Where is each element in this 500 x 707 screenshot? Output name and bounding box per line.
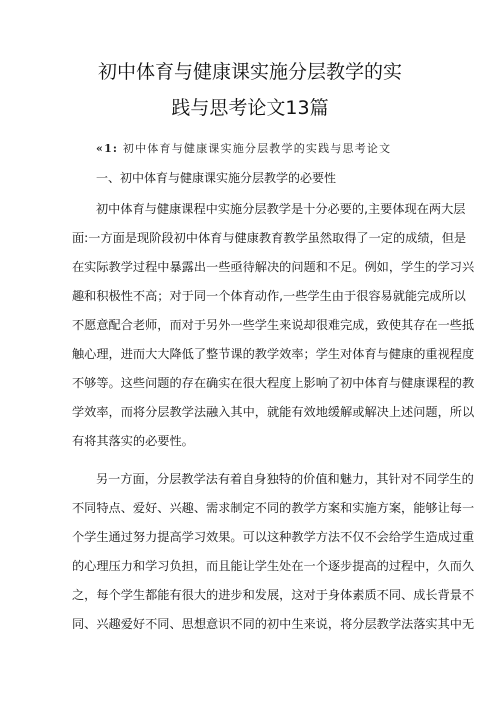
paragraph-1-line: 不够等。这些问题的存在确实在很大程度上影响了初中体育与健康课程的教 <box>72 376 475 390</box>
paragraph-1-line: 触心理，进而大大降低了整节课的教学效率；学生对体育与健康的重视程度 <box>72 347 475 361</box>
paragraph-1-line: 面:一方面是现阶段初中体育与健康教育教学虽然取得了一定的成绩，但是 <box>72 231 467 245</box>
paragraph-2-line: 之，每个学生都能有很大的进步和发展，这对于身体素质不同、成长背景不 <box>72 588 475 602</box>
article-number: «1: <box>96 142 119 155</box>
paragraph-2-line: 另一方面，分层教学法有着自身独特的价值和魅力，其针对不同学生的 <box>96 472 474 486</box>
paragraph-2-line: 同、兴趣爱好不同、思想意识不同的初中生来说，将分层教学法落实其中无 <box>72 617 475 631</box>
paragraph-1-line: 初中体育与健康课程中实施分层教学是十分必要的,主要体现在两大层 <box>96 202 466 216</box>
section-heading: 一、初中体育与健康课实施分层教学的必要性 <box>96 171 337 185</box>
paragraph-2-line: 不同特点、爱好、兴趣、需求制定不同的教学方案和实施方案，能够让每一 <box>72 501 475 515</box>
document-title-line-1: 初中体育与健康课实施分层教学的实 <box>97 61 402 83</box>
paragraph-1-line: 在实际教学过程中暴露出一些亟待解决的问题和不足。例如，学生的学习兴 <box>72 260 475 274</box>
article-subtitle-text: 初中体育与健康课实施分层教学的实践与思考论文 <box>118 142 392 155</box>
paragraph-1-line: 趣和积极性不高；对于同一个体育动作,一些学生由于很容易就能完成所以 <box>72 289 466 303</box>
paragraph-2-line: 个学生通过努力提高学习效果。可以这种教学方法不仅不会给学生造成过重 <box>72 530 475 544</box>
article-subtitle <box>96 140 391 156</box>
paragraph-2-line: 的心理压力和学习负担，而且能让学生处在一个逐步提高的过程中，久而久 <box>72 559 475 573</box>
paragraph-1-line: 学效率，而将分层教学法融入其中，就能有效地缓解或解决上述问题，所以 <box>72 405 475 419</box>
paragraph-1-line: 有将其落实的必要性。 <box>72 434 194 448</box>
paragraph-1-line: 不愿意配合老师，而对于另外一些学生来说却很难完成，致使其存在一些抵 <box>72 318 475 332</box>
document-title-line-2: 践与思考论文13篇 <box>171 97 329 119</box>
